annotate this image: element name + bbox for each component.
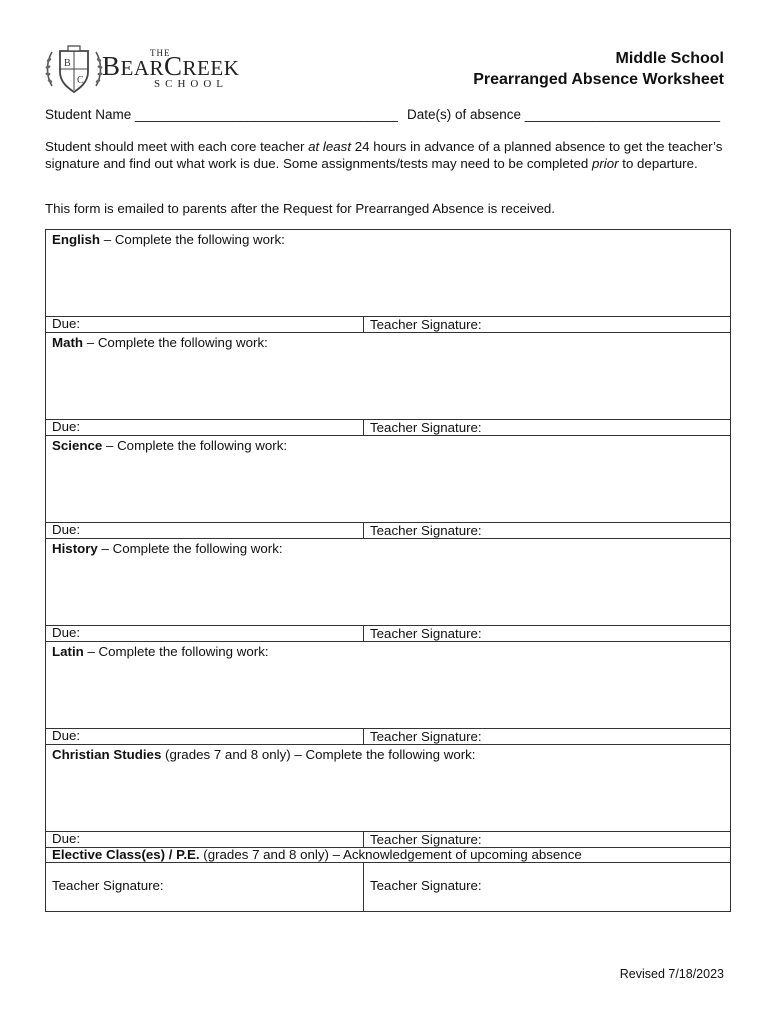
teacher-signature-label: Teacher Signature:	[370, 317, 482, 332]
logo-school: SCHOOL	[154, 78, 229, 90]
due-signature-row-history	[46, 626, 731, 642]
due-label: Due:	[52, 419, 81, 434]
due-label: Due:	[52, 831, 81, 846]
teacher-signature-field-english[interactable]	[364, 317, 731, 333]
due-signature-row-christian-studies	[46, 832, 731, 848]
elective-signature-row	[46, 863, 731, 912]
instructions-emphasis-prior: prior	[591, 156, 619, 171]
teacher-signature-field-christian-studies[interactable]	[364, 832, 731, 848]
due-signature-row-english	[46, 317, 731, 333]
subject-name: Science	[52, 438, 103, 453]
subject-instruction: – Complete the following work:	[83, 644, 269, 659]
subject-instruction: – Complete the following work:	[83, 335, 268, 350]
svg-text:C: C	[77, 75, 84, 86]
due-field-science[interactable]	[46, 523, 364, 539]
subject-row-math	[46, 333, 731, 420]
due-label: Due:	[52, 522, 81, 537]
due-field-english[interactable]	[46, 317, 364, 333]
teacher-signature-label: Teacher Signature:	[52, 878, 164, 893]
school-logo	[44, 42, 244, 98]
elective-teacher-signature-2[interactable]	[364, 863, 731, 912]
subject-name: English	[52, 232, 101, 247]
work-field-english[interactable]	[46, 230, 731, 317]
subject-row-christian-studies	[46, 745, 731, 832]
due-field-latin[interactable]	[46, 729, 364, 745]
teacher-signature-label: Teacher Signature:	[370, 878, 482, 893]
crest-icon	[44, 42, 104, 98]
teacher-signature-label: Teacher Signature:	[370, 832, 482, 847]
title-line-2: Prearranged Absence Worksheet	[473, 71, 724, 88]
elective-instruction: (grades 7 and 8 only) – Acknowledgement of upcoming absence	[199, 847, 582, 862]
elective-header	[46, 848, 731, 863]
instructions-text-2: 24 hours in advance of a planned absence to get the teacher’s signature and find out what work is due. Some assignments/tests may need to be completed	[45, 139, 723, 171]
teacher-signature-field-latin[interactable]	[364, 729, 731, 745]
instructions-paragraph	[45, 138, 729, 172]
teacher-signature-label: Teacher Signature:	[370, 626, 482, 641]
subject-instruction: (grades 7 and 8 only) – Complete the following work:	[161, 747, 476, 762]
due-field-math[interactable]	[46, 420, 364, 436]
svg-text:B: B	[64, 58, 71, 69]
work-field-math[interactable]	[46, 333, 731, 420]
student-name-field[interactable]: Student Name ___________________________________	[45, 107, 398, 122]
due-label: Due:	[52, 316, 81, 331]
instructions-emphasis-at-least: at least	[308, 139, 352, 154]
student-fields	[45, 107, 726, 122]
title-line-1: Middle School	[615, 50, 724, 67]
due-signature-row-science	[46, 523, 731, 539]
due-field-christian-studies[interactable]	[46, 832, 364, 848]
subject-row-science	[46, 436, 731, 523]
email-notice: This form is emailed to parents after the Request for Prearranged Absence is received.	[45, 201, 555, 216]
teacher-signature-label: Teacher Signature:	[370, 523, 482, 538]
subject-name: Christian Studies	[52, 747, 162, 762]
elective-name: Elective Class(es) / P.E.	[52, 847, 200, 862]
elective-row	[46, 848, 731, 863]
due-label: Due:	[52, 625, 81, 640]
due-label: Due:	[52, 728, 81, 743]
due-field-history[interactable]	[46, 626, 364, 642]
elective-teacher-signature-1[interactable]	[46, 863, 364, 912]
work-field-history[interactable]	[46, 539, 731, 626]
teacher-signature-field-math[interactable]	[364, 420, 731, 436]
subject-row-english	[46, 230, 731, 317]
subject-row-history	[46, 539, 731, 626]
subject-row-latin	[46, 642, 731, 729]
subject-instruction: – Complete the following work:	[100, 232, 285, 247]
subject-name: History	[52, 541, 98, 556]
teacher-signature-label: Teacher Signature:	[370, 729, 482, 744]
dates-of-absence-field[interactable]: Date(s) of absence __________________________	[407, 107, 721, 122]
teacher-signature-field-science[interactable]	[364, 523, 731, 539]
subject-instruction: – Complete the following work:	[102, 438, 288, 453]
instructions-text-1: Student should meet with each core teacher	[45, 139, 309, 154]
subject-name: Math	[52, 335, 84, 350]
work-field-latin[interactable]	[46, 642, 731, 729]
work-field-christian-studies[interactable]	[46, 745, 731, 832]
logo-the: THE	[150, 48, 171, 58]
revised-date: Revised 7/18/2023	[619, 967, 724, 981]
subject-name: Latin	[52, 644, 84, 659]
subject-instruction: – Complete the following work:	[97, 541, 283, 556]
work-table	[45, 229, 731, 912]
teacher-signature-label: Teacher Signature:	[370, 420, 482, 435]
instructions-text-3: to departure.	[618, 156, 698, 171]
due-signature-row-latin	[46, 729, 731, 745]
work-field-science[interactable]	[46, 436, 731, 523]
page-title	[473, 48, 724, 90]
due-signature-row-math	[46, 420, 731, 436]
teacher-signature-field-history[interactable]	[364, 626, 731, 642]
logo-name: BEARCREEK	[102, 51, 240, 81]
